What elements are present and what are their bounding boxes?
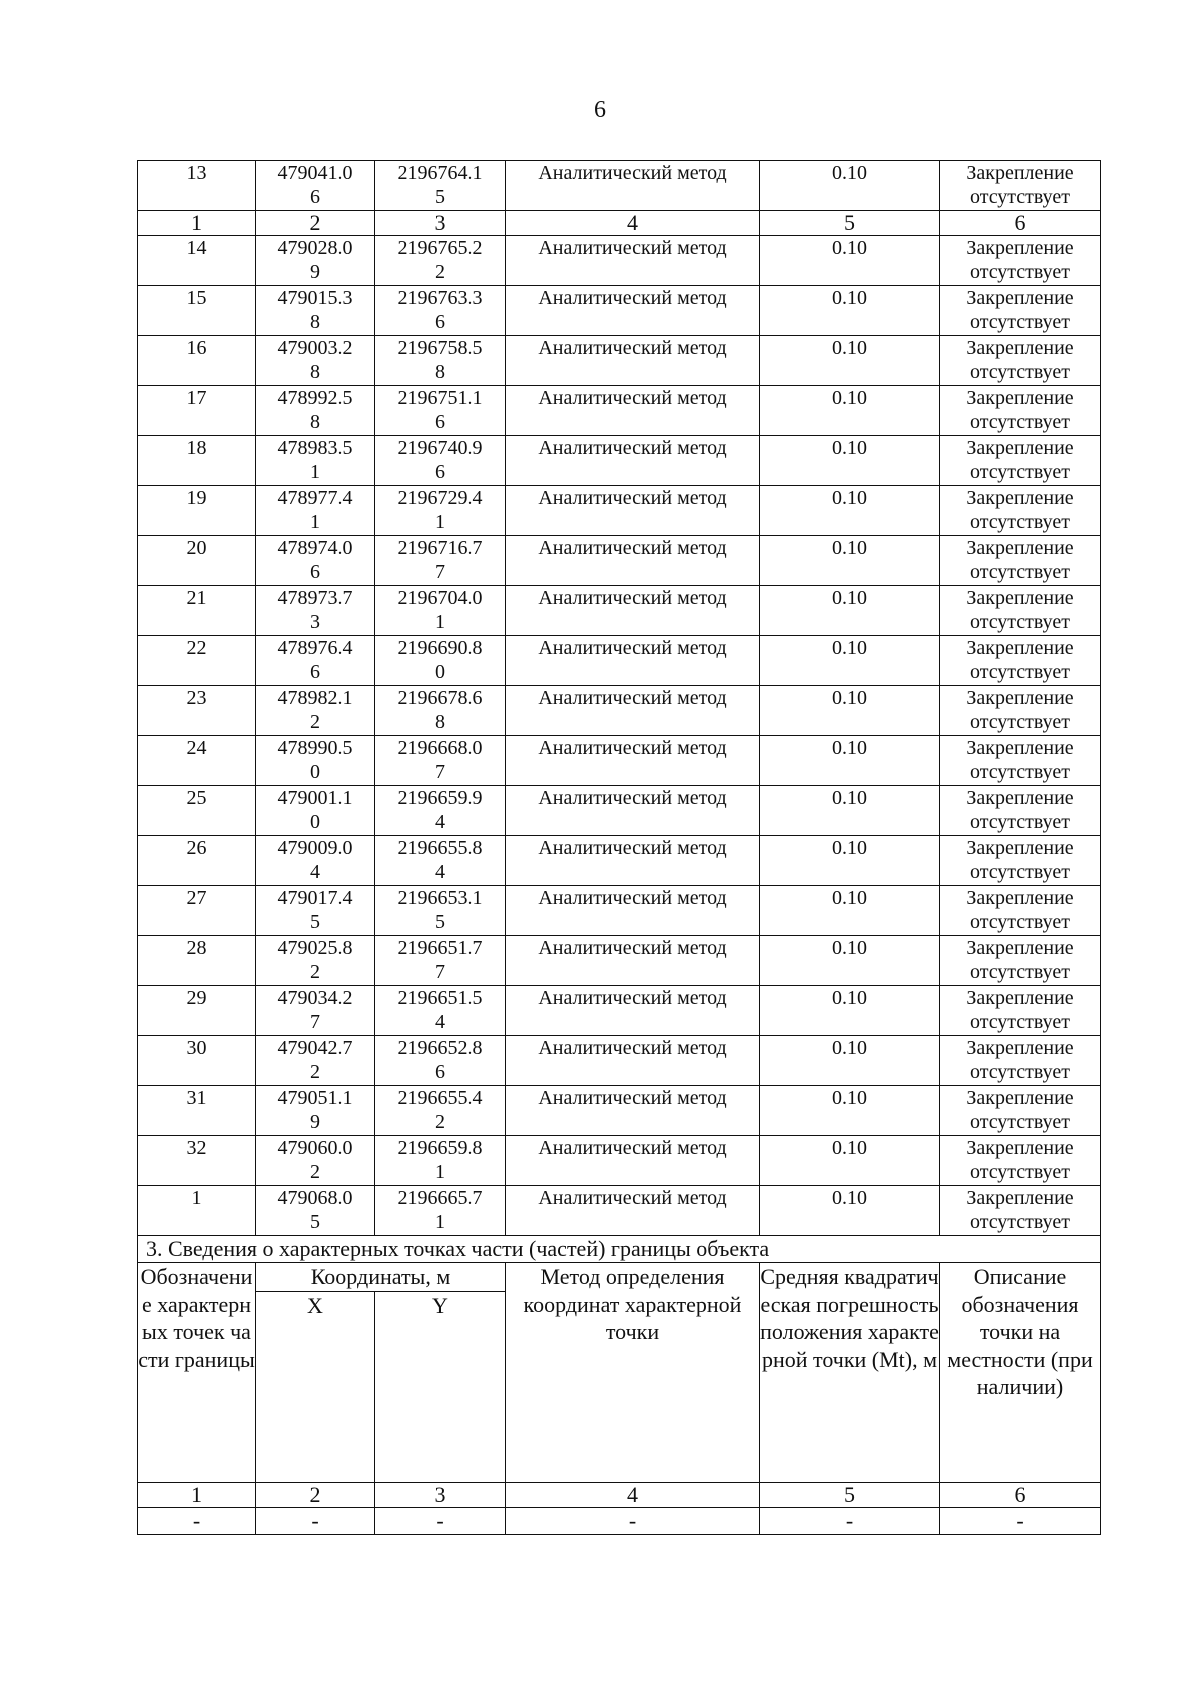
point-number: 32 [138,1136,256,1186]
point-number: 14 [138,236,256,286]
method: Аналитический метод [506,336,760,386]
method: Аналитический метод [506,736,760,786]
page-number: 6 [594,97,606,123]
point-number: 22 [138,636,256,686]
description: Закрепление отсутствует [940,686,1101,736]
accuracy: 0.10 [760,1186,940,1236]
column-number: 2 [256,1482,375,1507]
accuracy: 0.10 [760,386,940,436]
header-description: Описание обозначения точки на местности (при наличии) [940,1263,1101,1483]
accuracy: 0.10 [760,986,940,1036]
method: Аналитический метод [506,236,760,286]
table-row [138,536,1101,586]
accuracy: 0.10 [760,236,940,286]
method: Аналитический метод [506,486,760,536]
method: Аналитический метод [506,936,760,986]
header-coordinates: Координаты, м [256,1263,506,1292]
method: Аналитический метод [506,586,760,636]
description: Закрепление отсутствует [940,836,1101,886]
accuracy: 0.10 [760,536,940,586]
accuracy: 0.10 [760,486,940,536]
coord-x: 478992.5 8 [256,386,375,436]
coord-x: 478983.5 1 [256,436,375,486]
point-number: 25 [138,786,256,836]
description: Закрепление отсутствует [940,886,1101,936]
header-row [138,1263,1101,1292]
description: Закрепление отсутствует [940,736,1101,786]
table-row [138,161,1101,211]
accuracy: 0.10 [760,1036,940,1086]
coord-x: 479025.8 2 [256,936,375,986]
table-row [138,636,1101,686]
column-number-row [138,1482,1101,1507]
table-row [138,436,1101,486]
method: Аналитический метод [506,1086,760,1136]
empty-row [138,1507,1101,1534]
accuracy: 0.10 [760,1136,940,1186]
method: Аналитический метод [506,686,760,736]
coord-x: 478974.0 6 [256,536,375,586]
point-number: 28 [138,936,256,986]
coord-x: 479042.7 2 [256,1036,375,1086]
column-number: 1 [138,1482,256,1507]
method: Аналитический метод [506,386,760,436]
accuracy: 0.10 [760,286,940,336]
method: Аналитический метод [506,786,760,836]
section-title: 3. Сведения о характерных точках части (частей) границы объекта [138,1236,1101,1263]
coord-x: 479003.2 8 [256,336,375,386]
header-designation: Обозначение характерных точек части границы [138,1263,256,1483]
point-number: 20 [138,536,256,586]
method: Аналитический метод [506,436,760,486]
point-number: 16 [138,336,256,386]
header-x: X [256,1291,375,1482]
coord-y: 2196655.4 2 [375,1086,506,1136]
accuracy: 0.10 [760,786,940,836]
description: Закрепление отсутствует [940,636,1101,686]
method: Аналитический метод [506,286,760,336]
coord-x: 479051.1 9 [256,1086,375,1136]
method: Аналитический метод [506,886,760,936]
column-number: 6 [940,1482,1101,1507]
column-number: 2 [256,211,375,236]
description: Закрепление отсутствует [940,536,1101,586]
point-number: 31 [138,1086,256,1136]
description: Закрепление отсутствует [940,586,1101,636]
description: Закрепление отсутствует [940,386,1101,436]
accuracy: 0.10 [760,936,940,986]
coord-y: 2196765.2 2 [375,236,506,286]
table-row [138,486,1101,536]
boundary-points-table [137,160,1101,1535]
method: Аналитический метод [506,1186,760,1236]
point-number: 21 [138,586,256,636]
table-row [138,1036,1101,1086]
table-row [138,586,1101,636]
accuracy: 0.10 [760,886,940,936]
point-number: 1 [138,1186,256,1236]
method: Аналитический метод [506,836,760,886]
accuracy: 0.10 [760,586,940,636]
accuracy: 0.10 [760,836,940,886]
method: Аналитический метод [506,161,760,211]
coord-x: 478982.1 2 [256,686,375,736]
header-method: Метод определения координат характерной точки [506,1263,760,1483]
coord-x: 478973.7 3 [256,586,375,636]
coord-y: 2196758.5 8 [375,336,506,386]
dash-cell: - [256,1507,375,1534]
column-number: 1 [138,211,256,236]
coord-y: 2196763.3 6 [375,286,506,336]
coord-y: 2196652.8 6 [375,1036,506,1086]
coord-y: 2196655.8 4 [375,836,506,886]
description: Закрепление отсутствует [940,936,1101,986]
accuracy: 0.10 [760,436,940,486]
coord-y: 2196653.1 5 [375,886,506,936]
column-number-row [138,211,1101,236]
description: Закрепление отсутствует [940,436,1101,486]
point-number: 26 [138,836,256,886]
dash-cell: - [375,1507,506,1534]
method: Аналитический метод [506,1036,760,1086]
header-accuracy: Средняя квадратическая погрешность положения характерной точки (Mt), м [760,1263,940,1483]
coord-y: 2196678.6 8 [375,686,506,736]
coord-x: 478977.4 1 [256,486,375,536]
coord-x: 478990.5 0 [256,736,375,786]
coord-y: 2196704.0 1 [375,586,506,636]
point-number: 13 [138,161,256,211]
coord-x: 479041.0 6 [256,161,375,211]
coord-x: 479068.0 5 [256,1186,375,1236]
table-row [138,986,1101,1036]
point-number: 23 [138,686,256,736]
coord-x: 479017.4 5 [256,886,375,936]
coord-y: 2196716.7 7 [375,536,506,586]
point-number: 27 [138,886,256,936]
description: Закрепление отсутствует [940,986,1101,1036]
table-row [138,736,1101,786]
coord-y: 2196651.5 4 [375,986,506,1036]
coord-x: 479001.1 0 [256,786,375,836]
description: Закрепление отсутствует [940,161,1101,211]
coord-x: 479028.0 9 [256,236,375,286]
coord-y: 2196668.0 7 [375,736,506,786]
coord-y: 2196651.7 7 [375,936,506,986]
point-number: 30 [138,1036,256,1086]
coord-y: 2196729.4 1 [375,486,506,536]
table-row [138,286,1101,336]
coord-x: 479034.2 7 [256,986,375,1036]
dash-cell: - [506,1507,760,1534]
table-row [138,236,1101,286]
section-title-row [138,1236,1101,1263]
description: Закрепление отсутствует [940,286,1101,336]
dash-cell: - [138,1507,256,1534]
accuracy: 0.10 [760,736,940,786]
point-number: 19 [138,486,256,536]
point-number: 24 [138,736,256,786]
point-number: 17 [138,386,256,436]
dash-cell: - [760,1507,940,1534]
coord-y: 2196740.9 6 [375,436,506,486]
table-row [138,1086,1101,1136]
column-number: 6 [940,211,1101,236]
coord-y: 2196764.1 5 [375,161,506,211]
table-row [138,386,1101,436]
header-y: Y [375,1291,506,1482]
coord-y: 2196751.1 6 [375,386,506,436]
table-row [138,686,1101,736]
table-row [138,936,1101,986]
accuracy: 0.10 [760,1086,940,1136]
coord-x: 479015.3 8 [256,286,375,336]
point-number: 29 [138,986,256,1036]
description: Закрепление отсутствует [940,486,1101,536]
method: Аналитический метод [506,1136,760,1186]
coord-y: 2196690.8 0 [375,636,506,686]
description: Закрепление отсутствует [940,1136,1101,1186]
coord-y: 2196665.7 1 [375,1186,506,1236]
table-row [138,336,1101,386]
table-row [138,836,1101,886]
point-number: 15 [138,286,256,336]
description: Закрепление отсутствует [940,786,1101,836]
method: Аналитический метод [506,986,760,1036]
coord-y: 2196659.9 4 [375,786,506,836]
dash-cell: - [940,1507,1101,1534]
column-number: 3 [375,211,506,236]
description: Закрепление отсутствует [940,1186,1101,1236]
accuracy: 0.10 [760,161,940,211]
column-number: 4 [506,1482,760,1507]
accuracy: 0.10 [760,636,940,686]
description: Закрепление отсутствует [940,336,1101,386]
table-row [138,886,1101,936]
description: Закрепление отсутствует [940,236,1101,286]
coord-x: 478976.4 6 [256,636,375,686]
method: Аналитический метод [506,536,760,586]
coord-x: 479060.0 2 [256,1136,375,1186]
description: Закрепление отсутствует [940,1086,1101,1136]
column-number: 5 [760,211,940,236]
method: Аналитический метод [506,636,760,686]
column-number: 4 [506,211,760,236]
coord-y: 2196659.8 1 [375,1136,506,1186]
point-number: 18 [138,436,256,486]
accuracy: 0.10 [760,336,940,386]
table-row [138,786,1101,836]
column-number: 5 [760,1482,940,1507]
accuracy: 0.10 [760,686,940,736]
column-number: 3 [375,1482,506,1507]
table-row [138,1186,1101,1236]
coord-x: 479009.0 4 [256,836,375,886]
description: Закрепление отсутствует [940,1036,1101,1086]
table-row [138,1136,1101,1186]
